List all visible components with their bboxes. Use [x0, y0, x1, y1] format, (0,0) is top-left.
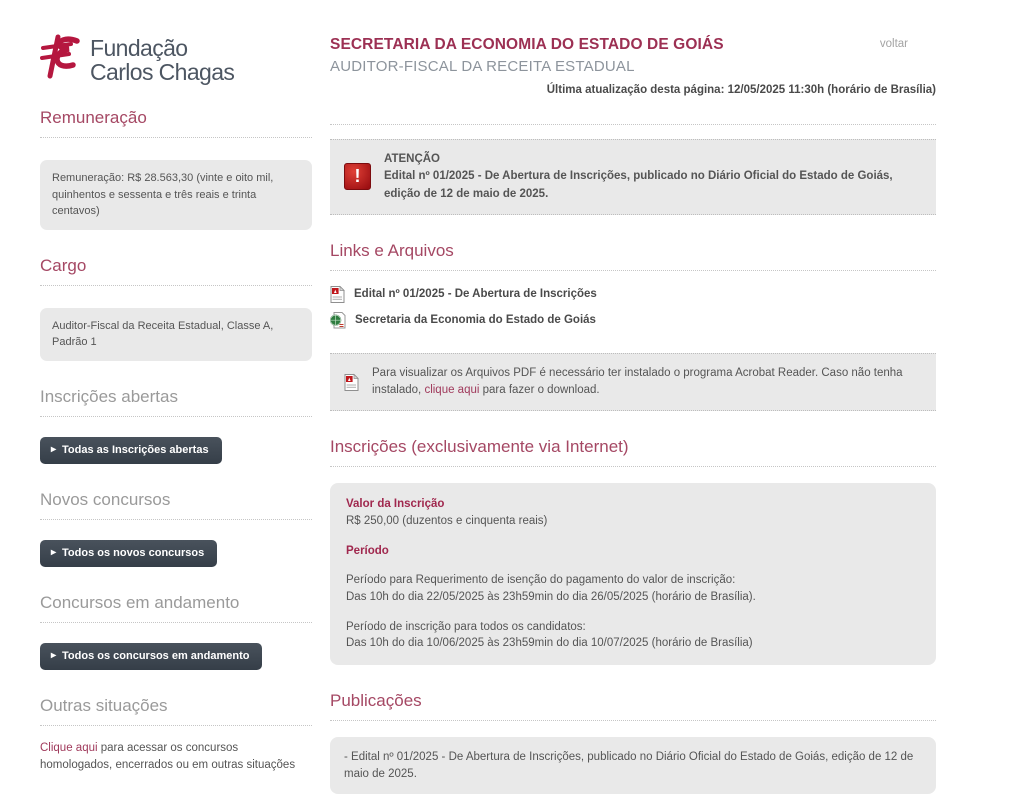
main-content	[330, 36, 936, 794]
links-arquivos-heading: Links e Arquivos	[330, 241, 936, 271]
publicacoes-heading: Publicações	[330, 691, 936, 721]
acrobat-download-link[interactable]: clique aqui	[424, 384, 480, 396]
valor-inscricao-value: R$ 250,00 (duzentos e cinquenta reais)	[346, 514, 548, 527]
page-subtitle: AUDITOR-FISCAL DA RECEITA ESTADUAL	[330, 58, 635, 75]
acrobat-note-text	[372, 365, 922, 400]
attention-title: ATENÇÃO	[384, 153, 441, 165]
todos-novos-concursos-button[interactable]: ▸ Todos os novos concursos	[40, 540, 217, 567]
secretaria-site-link[interactable]	[330, 312, 596, 329]
periodo-inscricao-line2: Das 10h do dia 10/06/2025 às 23h59min do dia 10/07/2025 (horário de Brasília)	[346, 637, 753, 650]
sidebar-heading-concursos-andamento: Concursos em andamento	[40, 593, 312, 623]
sidebar-heading-remuneracao: Remuneração	[40, 108, 312, 138]
separator	[330, 124, 936, 125]
sidebar-heading-inscricoes-abertas: Inscrições abertas	[40, 387, 312, 417]
outras-situacoes-note	[40, 740, 312, 776]
attention-text	[384, 151, 922, 203]
attention-body: Edital nº 01/2025 - De Abertura de Inscrições, publicado no Diário Oficial do Estado de Goiás, edição de 12 de maio de 2025.	[384, 170, 893, 200]
periodo-label: Período	[346, 544, 389, 557]
remuneracao-box: Remuneração: R$ 28.563,30 (vinte e oito mil, quinhentos e sessenta e três reais e trinta centavos)	[40, 160, 312, 230]
periodo-isencao-line2: Das 10h do dia 22/05/2025 às 23h59min do dia 26/05/2025 (horário de Brasília).	[346, 590, 756, 603]
periodo-isencao	[346, 572, 920, 605]
acrobat-note-box	[330, 353, 936, 412]
acrobat-note-before: Para visualizar os Arquivos PDF é necessário ter instalado o programa Acrobat Reader. Caso não tenha instalado,	[372, 366, 903, 396]
publicacao-item: - Edital nº 01/2025 - De Abertura de Inscrições, publicado no Diário Oficial do Estado de Goiás, edição de 12 de maio de 2025.	[344, 750, 914, 780]
acrobat-note-after: para fazer o download.	[479, 384, 600, 396]
last-update: Última atualização desta página: 12/05/2025 11:30h (horário de Brasília)	[546, 84, 936, 96]
todos-concursos-andamento-button[interactable]: ▸ Todos os concursos em andamento	[40, 643, 262, 670]
outras-situacoes-link[interactable]: Clique aqui	[40, 741, 98, 754]
inscricoes-heading: Inscrições (exclusivamente via Internet)	[330, 437, 936, 467]
inscricoes-box	[330, 483, 936, 665]
pdf-icon	[330, 286, 345, 303]
sidebar	[40, 34, 312, 775]
fcc-logo-text	[90, 36, 234, 84]
periodo-inscricao	[346, 619, 920, 652]
voltar-link[interactable]: voltar	[879, 38, 908, 50]
logo-line1: Fundação	[90, 35, 188, 61]
attention-box	[330, 139, 936, 215]
sidebar-heading-novos-concursos: Novos concursos	[40, 490, 312, 520]
valor-inscricao-label: Valor da Inscrição	[346, 498, 445, 511]
sidebar-heading-outras-situacoes: Outras situações	[40, 696, 312, 726]
page-title: SECRETARIA DA ECONOMIA DO ESTADO DE GOIÁS	[330, 36, 724, 53]
sidebar-heading-cargo: Cargo	[40, 256, 312, 286]
secretaria-site-label: Secretaria da Economia do Estado de Goiás	[355, 314, 596, 327]
todas-inscricoes-abertas-button[interactable]: ▸ Todas as Inscrições abertas	[40, 437, 222, 464]
periodo-isencao-line1: Período para Requerimento de isenção do pagamento do valor de inscrição:	[346, 574, 736, 587]
cargo-box: Auditor-Fiscal da Receita Estadual, Classe A, Padrão 1	[40, 308, 312, 361]
publicacoes-box	[330, 737, 936, 794]
file-links	[330, 286, 936, 329]
periodo-inscricao-line1: Período de inscrição para todos os candidatos:	[346, 620, 586, 633]
edital-pdf-link[interactable]	[330, 286, 597, 303]
fcc-logo-mark-icon	[40, 34, 88, 86]
outras-situacoes-text: para acessar os concursos homologados, encerrados ou em outras situações	[40, 741, 296, 772]
logo-line2: Carlos Chagas	[90, 59, 235, 85]
edital-pdf-label: Edital nº 01/2025 - De Abertura de Inscrições	[354, 288, 597, 301]
globe-doc-icon	[330, 312, 346, 329]
exclamation-icon: !	[344, 163, 371, 190]
fcc-logo[interactable]	[40, 34, 312, 86]
acrobat-pdf-icon	[344, 374, 359, 391]
